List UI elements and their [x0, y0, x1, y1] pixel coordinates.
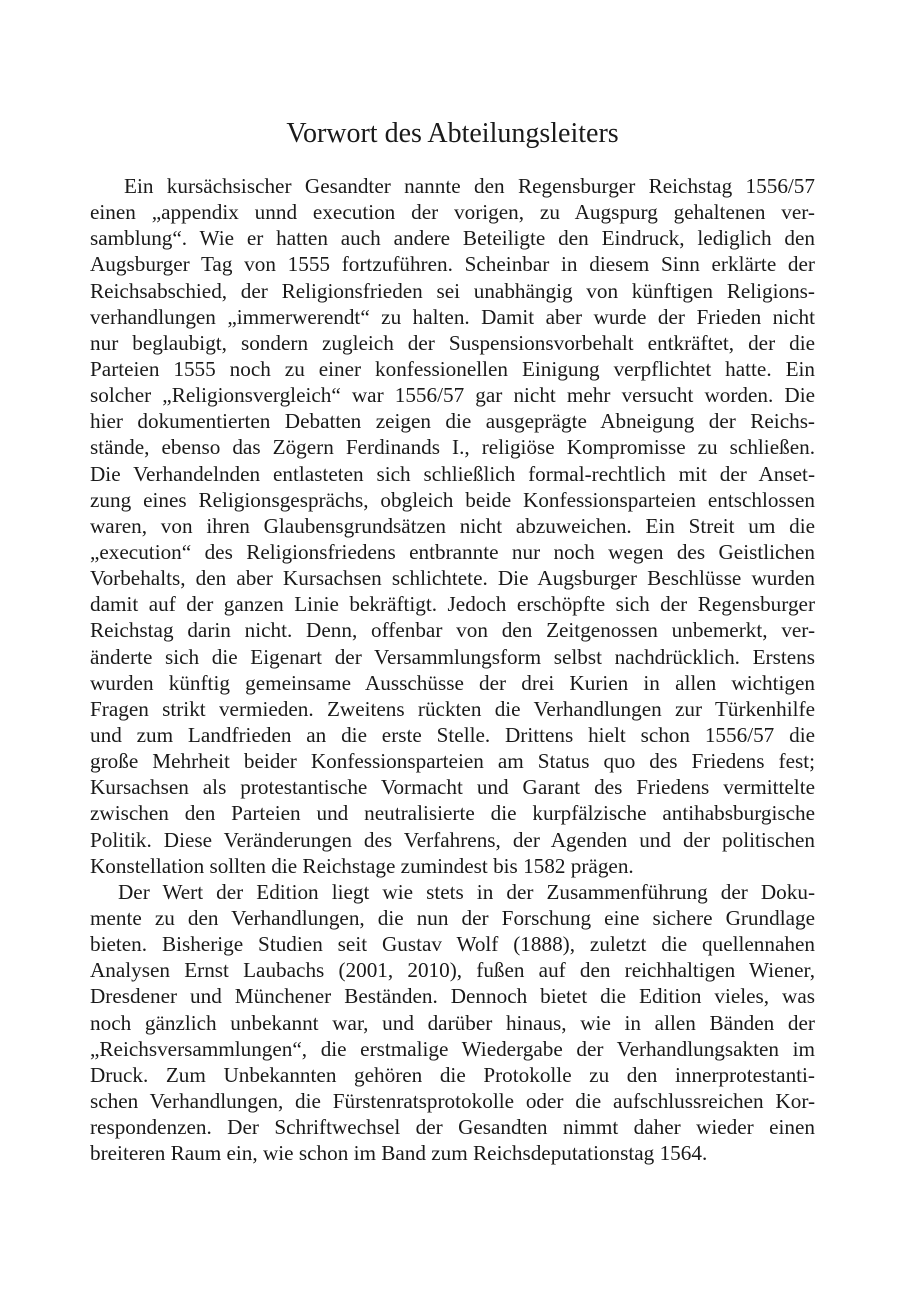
text-line: Ein kursächsischer Gesandter nannte den Regensburger Reichstag 1556/57 [124, 174, 815, 198]
text-line: Reichsabschied, der Religionsfrieden sei unabhängig von künftigen Religions- [90, 278, 815, 303]
text-line: Dresdener und Münchener Beständen. Dennoch bietet die Edition vieles, was [90, 984, 815, 1009]
paragraph-1 [90, 173, 815, 879]
text-line: Konstellation sollten die Reichstage zumindest bis 1582 prägen. [90, 853, 634, 878]
page-title: Vorwort des Abteilungsleiters [286, 118, 619, 149]
text-line: breiteren Raum ein, wie schon im Band zum Reichsdeputationstag 1564. [90, 1141, 708, 1166]
text-line: waren, von ihren Glaubensgrundsätzen nicht abzuweichen. Ein Streit um die [90, 513, 815, 538]
text-line: Fragen strikt vermieden. Zweitens rückten die Verhandlungen zur Türkenhilfe [90, 696, 815, 721]
text-line: zung eines Religionsgesprächs, obgleich beide Konfessionsparteien entschlossen [90, 487, 815, 512]
text-line: Die Verhandelnden entlasteten sich schließlich formal-rechtlich mit der Anset- [90, 461, 815, 486]
text-line: damit auf der ganzen Linie bekräftigt. Jedoch erschöpfte sich der Regensburger [90, 592, 815, 617]
text-line: zwischen den Parteien und neutralisierte die kurpfälzische antihabsburgische [90, 801, 815, 826]
text-line: samblung“. Wie er hatten auch andere Beteiligte den Eindruck, lediglich den [90, 226, 815, 251]
text-line: und zum Landfrieden an die erste Stelle. Drittens hielt schon 1556/57 die [90, 722, 815, 747]
text-line: einen „appendix unnd execution der vorigen, zu Augspurg gehaltenen ver- [90, 200, 815, 225]
text-line: Druck. Zum Unbekannten gehören die Protokolle zu den innerprotestanti- [90, 1062, 815, 1087]
text-line: Kursachsen als protestantische Vormacht und Garant des Friedens vermittelte [90, 775, 815, 800]
text-line: Politik. Diese Veränderungen des Verfahrens, der Agenden und der politischen [90, 827, 815, 852]
body-text [90, 173, 815, 1166]
text-line: Augsburger Tag von 1555 fortzuführen. Scheinbar in diesem Sinn erklärte der [90, 252, 815, 277]
text-line: änderte sich die Eigenart der Versammlungsform selbst nachdrücklich. Erstens [90, 644, 815, 669]
text-line: große Mehrheit beider Konfessionsparteien am Status quo des Friedens fest; [90, 749, 815, 774]
text-line: noch gänzlich unbekannt war, und darüber hinaus, wie in allen Bänden der [90, 1010, 815, 1035]
text-line: bieten. Bisherige Studien seit Gustav Wolf (1888), zuletzt die quellennahen [90, 932, 815, 957]
text-line: wurden künftig gemeinsame Ausschüsse der drei Kurien in allen wichtigen [90, 670, 815, 695]
text-line: „execution“ des Religionsfriedens entbrannte nur noch wegen des Geistlichen [90, 539, 815, 564]
paragraph-2 [90, 879, 815, 1167]
text-line: verhandlungen „immerwerendt“ zu halten. Damit aber wurde der Frieden nicht [90, 304, 815, 329]
text-line: schen Verhandlungen, die Fürstenratsprotokolle oder die aufschlussreichen Kor- [90, 1088, 815, 1113]
text-line: Vorbehalts, den aber Kursachsen schlichtete. Die Augsburger Beschlüsse wurden [90, 566, 815, 591]
text-line: solcher „Religionsvergleich“ war 1556/57 gar nicht mehr versucht worden. Die [90, 383, 815, 408]
text-line: mente zu den Verhandlungen, die nun der Forschung eine sichere Grundlage [90, 905, 815, 930]
text-line: „Reichsversammlungen“, die erstmalige Wiedergabe der Verhandlungsakten im [90, 1036, 815, 1061]
text-line: Der Wert der Edition liegt wie stets in der Zusammenführung der Doku- [118, 879, 815, 904]
text-line: Reichstag darin nicht. Denn, offenbar von den Zeitgenossen unbemerkt, ver- [90, 618, 815, 643]
text-line: Analysen Ernst Laubachs (2001, 2010), fußen auf den reichhaltigen Wiener, [90, 958, 815, 983]
text-line: nur beglaubigt, sondern zugleich der Suspensionsvorbehalt entkräftet, der die [90, 330, 815, 355]
text-line: hier dokumentierten Debatten zeigen die ausgeprägte Abneigung der Reichs- [90, 409, 815, 434]
text-line: respondenzen. Der Schriftwechsel der Gesandten nimmt daher wieder einen [90, 1115, 815, 1140]
text-line: Parteien 1555 noch zu einer konfessionellen Einigung verpflichtet hatte. Ein [90, 356, 815, 381]
text-line: stände, ebenso das Zögern Ferdinands I., religiöse Kompromisse zu schließen. [90, 435, 815, 460]
